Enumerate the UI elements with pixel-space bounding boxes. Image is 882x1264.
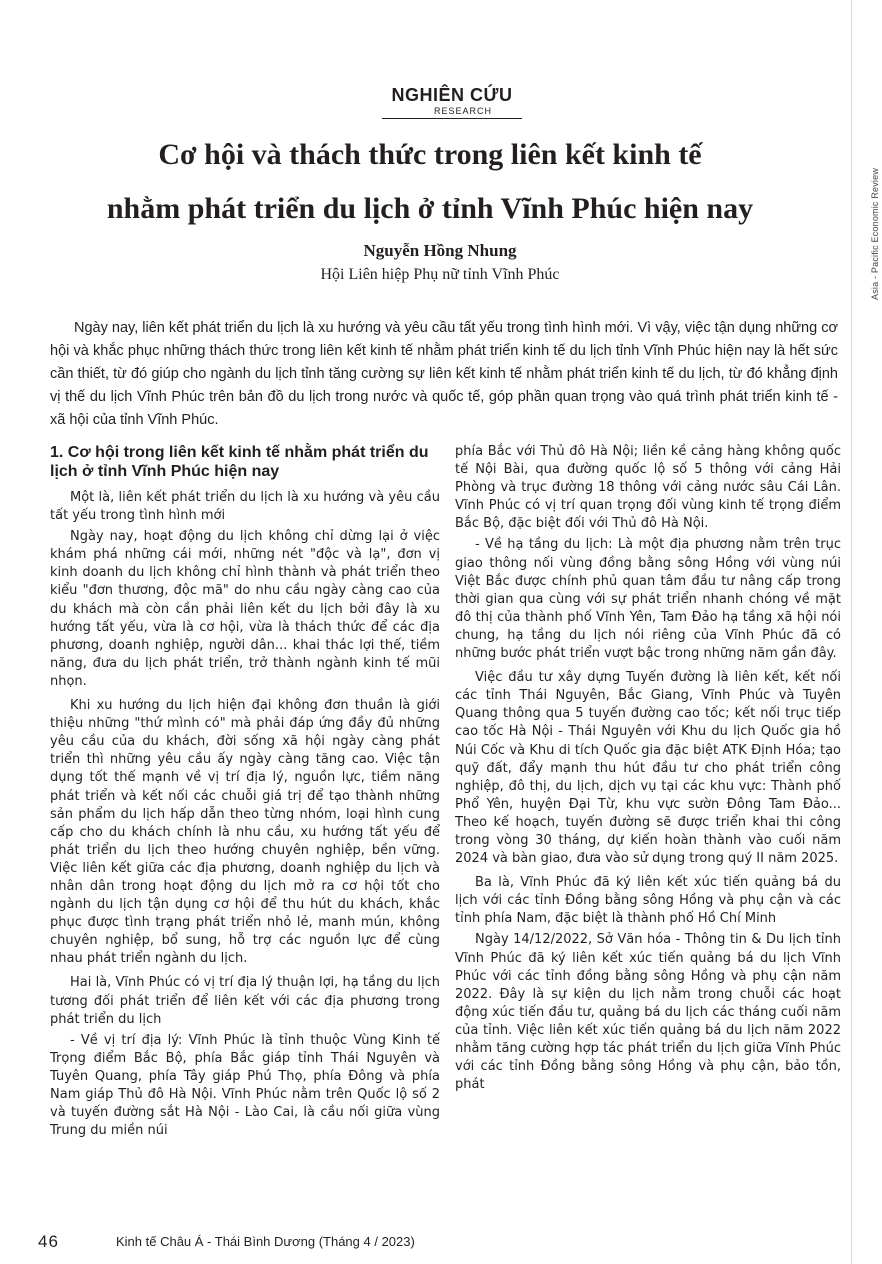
title-line-2: nhằm phát triển du lịch ở tỉnh Vĩnh Phúc hiện nay — [106, 192, 754, 225]
author-name: Nguyễn Hồng Nhung — [363, 241, 517, 260]
left-column — [50, 443, 440, 1223]
abstract: Ngày nay, liên kết phát triển du lịch là xu hướng và yêu cầu tất yếu trong tình hình mới. Vì vậy, việc tận dụng những cơ hội và khắc phục những thách thức trong liên kết kinh tế nhằm phát triển kinh tế du lịch tỉnh Vĩnh Phúc hiện nay là hết sức cần thiết, từ đó giúp cho ngành du lịch tỉnh tăng cường sự liên kết kinh tế nhằm phát triển kinh tế du lịch, từ đó khẳng định vị thế du lịch Vĩnh Phúc trên bản đồ du lịch trong nước và quốc tế, góp phần quan trọng vào quá trình phát triển kinh tế - xã hội của tỉnh Vĩnh Phúc. — [50, 320, 838, 428]
author-affiliation: Hội Liên hiệp Phụ nữ tỉnh Vĩnh Phúc — [320, 266, 560, 283]
section-header — [382, 84, 522, 119]
section-heading-1: 1. Cơ hội trong liên kết kinh tế nhằm phát triển du lịch ở tỉnh Vĩnh Phúc hiện nay — [50, 444, 429, 480]
margin-rule — [851, 0, 852, 1264]
page-footer — [38, 1232, 638, 1252]
paragraph: Việc đầu tư xây dựng Tuyến đường là liên kết, kết nối các tỉnh Thái Nguyên, Bắc Giang, Vĩnh Phúc và Tuyên Quang thông qua 5 tuyến đường cao tốc; kết nối trục tiếp cao tốc Hà Nội - Thái Nguyên với Khu du lịch Quốc gia hồ Núi Cốc và Khu di tích Quốc gia đặc biệt ATK Định Hóa; tạo quỹ đất, đẩy mạnh thu hút đầu tư cho phát triển công nghiệp, đô thị, du lịch, dịch vụ tại các khu vực: Thành phố Phổ Yên, huyện Đại Từ, khu vực sườn Đông Tam Đảo... Theo kế hoạch, tuyến đường sẽ được triển khai thi công trong vòng 30 tháng, dự kiến hoàn thành vào cuối năm 2024 và bàn giao, đưa vào sử dụng trong quý II năm 2025. — [455, 670, 841, 867]
paragraph: Hai là, Vĩnh Phúc có vị trí địa lý thuận lợi, hạ tầng du lịch tương đối phát triển để liên kết với các địa phương trong phát triển du lịch — [50, 975, 440, 1027]
journal-name: Kinh tế Châu Á - Thái Bình Dương (Tháng 4 / 2023) — [116, 1234, 415, 1249]
page-number: 46 — [38, 1232, 59, 1251]
journal-side-label: Asia - Pacific Economic Review — [870, 167, 880, 300]
paragraph: Ngày nay, hoạt động du lịch không chỉ dừng lại ở việc khám phá những cái mới, những nét "độc và lạ", đơn vị kinh doanh du lịch không chỉ hình thành và phát triển theo kiểu "đơn thương, độc mã" do nhu cầu ngày càng cao của du khách mà còn cần phải liên kết du lịch bởi đây là xu hướng tất yếu, vừa là cơ hội, vừa là thách thức để các địa phương, doanh nghiệp, người dân... khai thác lợi thế, tiềm năng, đưa du lịch phát triển, trở thành ngành kinh tế mũi nhọn. — [50, 529, 440, 689]
paragraph: - Về hạ tầng du lịch: Là một địa phương nằm trên trục giao thông nối vùng đồng bằng sông Hồng với vùng núi Việt Bắc được chính phủ quan tâm đầu tư nâng cấp trong thời gian qua cùng với sự phát triển nhanh chóng về mặt đô thị của thành phố Vĩnh Yên, Tam Đảo hạ tầng xã hội nói chung, hạ tầng du lịch nói riêng của Vĩnh Phúc đã có những bước phát triển vượt bậc trong những năm gần đây. — [455, 537, 841, 662]
paragraph: - Về vị trí địa lý: Vĩnh Phúc là tỉnh thuộc Vùng Kinh tế Trọng điểm Bắc Bộ, phía Bắc giáp tỉnh Thái Nguyên và Tuyên Quang, phía Tây giáp Phú Thọ, phía Đông và phía Nam giáp Thủ đô Hà Nội. Vĩnh Phúc nằm trên Quốc lộ số 2 và tuyến đường sắt Hà Nội - Lào Cai, là cầu nối giữa vùng Trung du miền núi — [50, 1032, 440, 1139]
article-title — [40, 128, 820, 236]
paragraph: phía Bắc với Thủ đô Hà Nội; liền kề cảng hàng không quốc tế Nội Bài, qua đường quốc lộ số 5 thông với cảng Hải Phòng và trục đường 18 thông với cảng nước sâu Cái Lân. Vĩnh Phúc có vị trí quan trọng đối vùng kinh tế trọng điểm Bắc Bộ, đặc biệt đối với Thủ đô Hà Nội. — [455, 444, 841, 532]
right-column — [455, 443, 841, 1223]
title-line-1: Cơ hội và thách thức trong liên kết kinh tế — [158, 138, 702, 171]
paragraph: Ngày 14/12/2022, Sở Văn hóa - Thông tin & Du lịch tỉnh Vĩnh Phúc đã ký liên kết xúc tiến quảng bá du lịch Vĩnh Phúc với các tỉnh đồng bằng sông Hồng và phụ cận năm 2022. Đây là sự kiện du lịch nằm trong chuỗi các hoạt động xúc tiến đầu tư, quảng bá du lịch các tháng cuối năm của tỉnh. Việc liên kết xúc tiến quảng bá du lịch năm 2022 nhằm tăng cường hợp tác phát triển du lịch giữa Vĩnh Phúc với các tỉnh Đồng bằng sông Hồng và phụ cận, bảo tồn, phát — [455, 932, 841, 1093]
section-subtitle: RESEARCH — [433, 106, 492, 116]
section-title: NGHIÊN CỨU — [391, 85, 513, 105]
paragraph: Khi xu hướng du lịch hiện đại không đơn thuần là giới thiệu những "thứ mình có" mà phải đáp ứng đầy đủ những yêu cầu của du khách, đời sống xã hội ngày càng phát triển thì những yêu cầu ấy ngày càng tăng cao. Việc tận dụng tốt thế mạnh về vị trí địa lý, nguồn lực, tiềm năng phát triển và kết nối các chuỗi giá trị để tạo thành những sản phẩm du lịch hấp dẫn theo từng nhóm, loại hình cung cấp cho du khách chính là nhu cầu, xu hướng tất yếu để phát triển du lịch theo hướng chuyên nghiệp, bền vững. Việc liên kết giữa các địa phương, doanh nghiệp du lịch và nhân dân trong hoạt động du lịch mở ra cơ hội tốt cho ngành du lịch tận dụng cơ hội để thu hút du khách, khắc phục được tình trạng phát triển nhỏ lẻ, manh mún, không chuyên nghiệp, bổ sung, hỗ trợ các nguồn lực để cùng nhau phát triển ngành du lịch. — [50, 698, 440, 967]
paragraph: Một là, liên kết phát triển du lịch là xu hướng và yêu cầu tất yếu trong tình hình mới — [50, 490, 440, 524]
paragraph: Ba là, Vĩnh Phúc đã ký liên kết xúc tiến quảng bá du lịch với các tỉnh Đồng bằng sông Hồng và phụ cận và các tỉnh phía Nam, đặc biệt là thành phố Hồ Chí Minh — [455, 875, 841, 927]
